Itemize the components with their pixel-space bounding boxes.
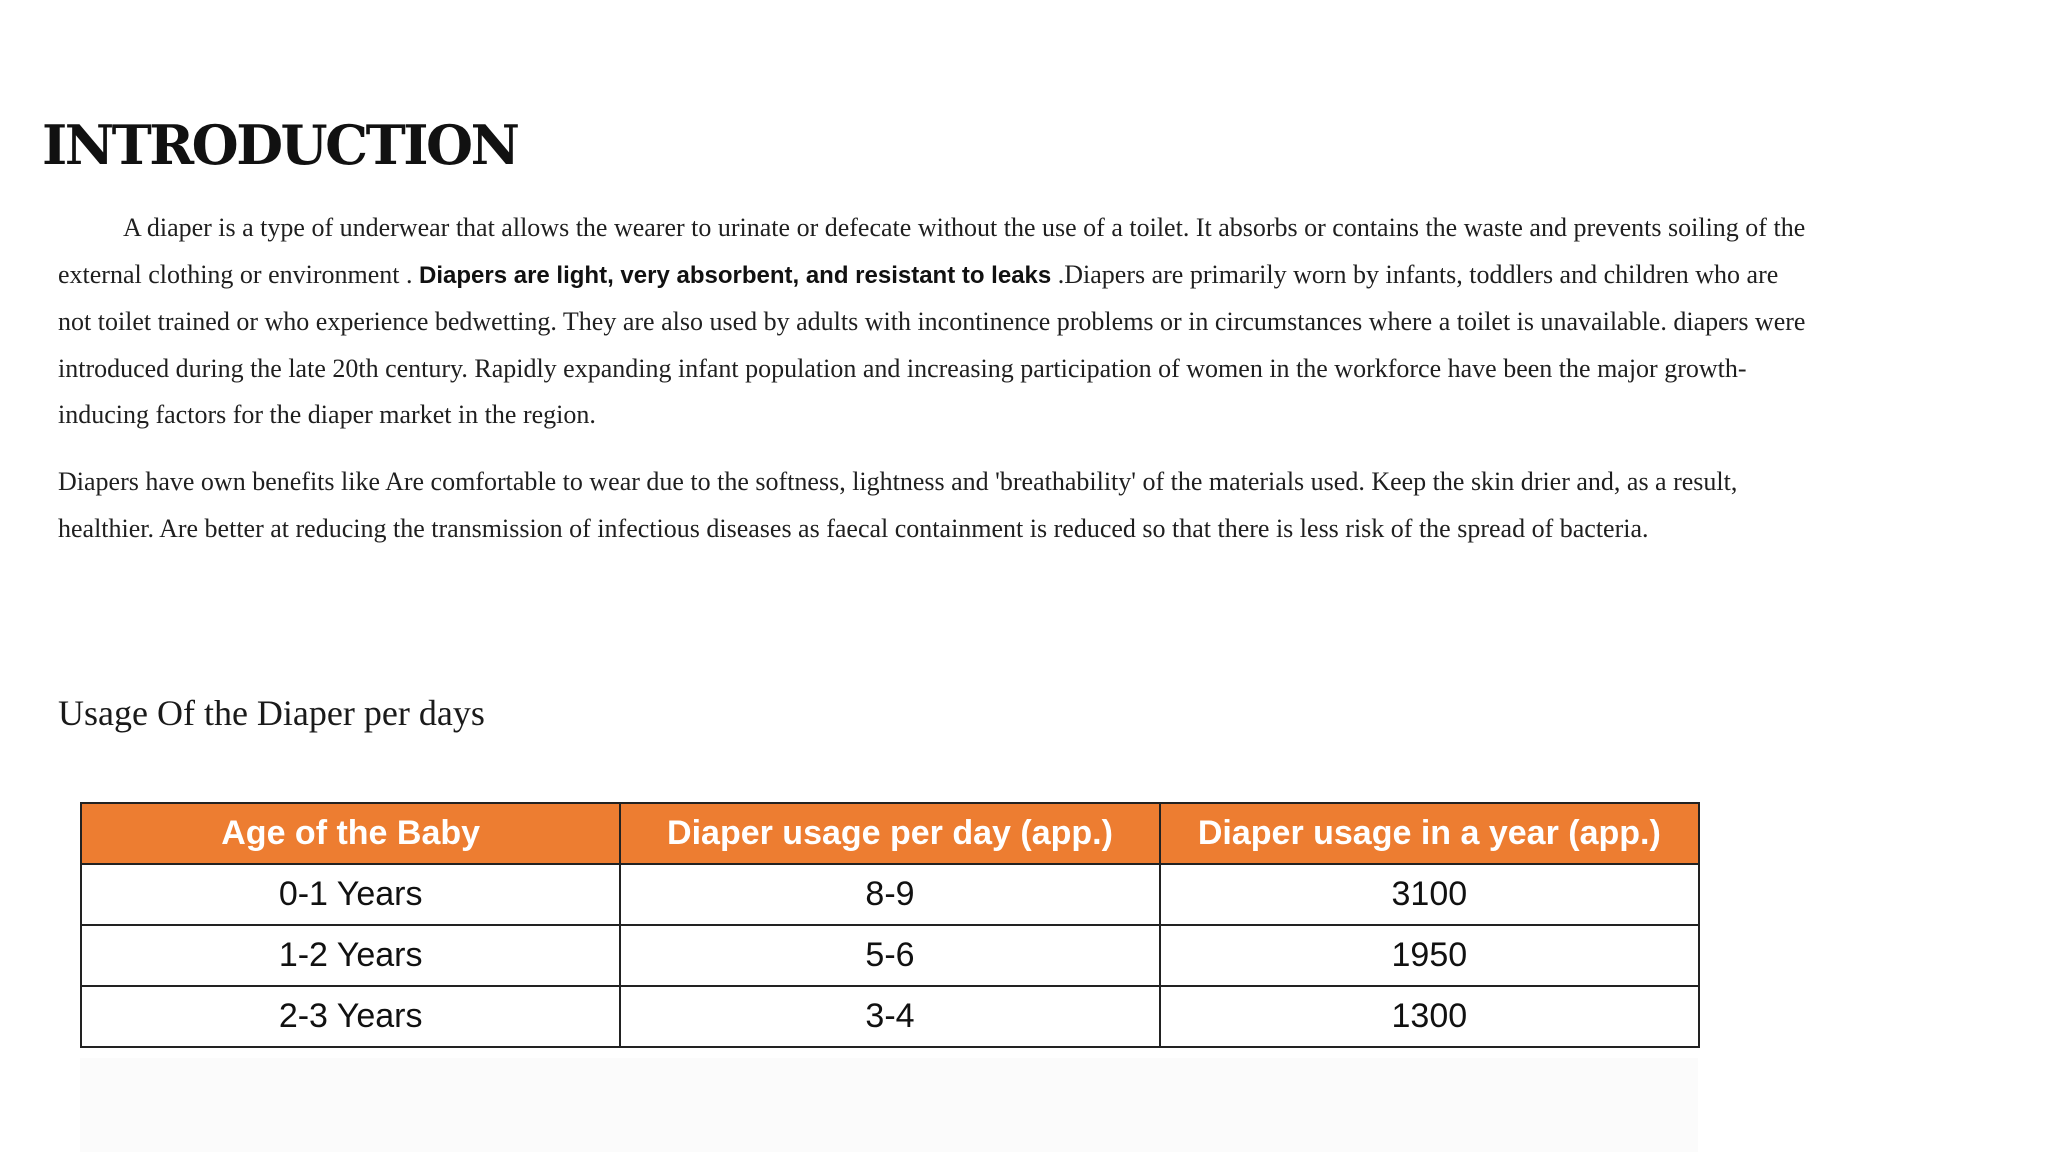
cell-per-year: 1300 <box>1160 986 1699 1047</box>
table-heading: Usage Of the Diaper per days <box>58 693 485 733</box>
table-row <box>81 986 1699 1047</box>
diaper-usage-table <box>80 802 1700 1048</box>
cell-per-year: 1950 <box>1160 925 1699 986</box>
cell-per-day: 3-4 <box>620 986 1159 1047</box>
cell-age: 1-2 Years <box>81 925 620 986</box>
header-cell-per-day: Diaper usage per day (app.) <box>620 803 1159 864</box>
intro-text-part-2: .Diapers are primarily worn by infants, toddlers and children who are not toilet trained or who experience bedwetting. They are also used by adults with incontinence problems or in circumstances where a toilet is unavailable. diapers were introduced during the late 20th century. Rapidly expanding infant population and increasing participation of women in the workforce have been the major growth-inducing factors for the diaper market in the region. <box>58 259 1806 429</box>
table-row <box>81 925 1699 986</box>
cell-per-year: 3100 <box>1160 864 1699 925</box>
table-header-row <box>81 803 1699 864</box>
page-title: INTRODUCTION <box>42 113 518 177</box>
table-shadow <box>80 1058 1698 1152</box>
cell-age: 0-1 Years <box>81 864 620 925</box>
cell-per-day: 8-9 <box>620 864 1159 925</box>
intro-paragraph <box>58 205 1818 439</box>
intro-bold-text: Diapers are light, very absorbent, and resistant to leaks <box>419 261 1052 289</box>
benefits-paragraph: Diapers have own benefits like Are comfortable to wear due to the softness, lightness and 'breathability' of the materials used. Keep the skin drier and, as a result, healthier. Are better at reducing the transmission of infectious diseases as faecal containment is reduced so that there is less risk of the spread of bacteria. <box>58 467 1738 543</box>
table-row <box>81 864 1699 925</box>
cell-age: 2-3 Years <box>81 986 620 1047</box>
header-cell-per-year: Diaper usage in a year (app.) <box>1160 803 1699 864</box>
intro-text-part-1: A diaper is a type of underwear that allows the wearer to urinate or defecate without the use of a toilet. It absorbs or contains the waste and prevents soiling of the external clothing or environment . <box>58 213 1806 289</box>
cell-per-day: 5-6 <box>620 925 1159 986</box>
header-cell-age: Age of the Baby <box>81 803 620 864</box>
